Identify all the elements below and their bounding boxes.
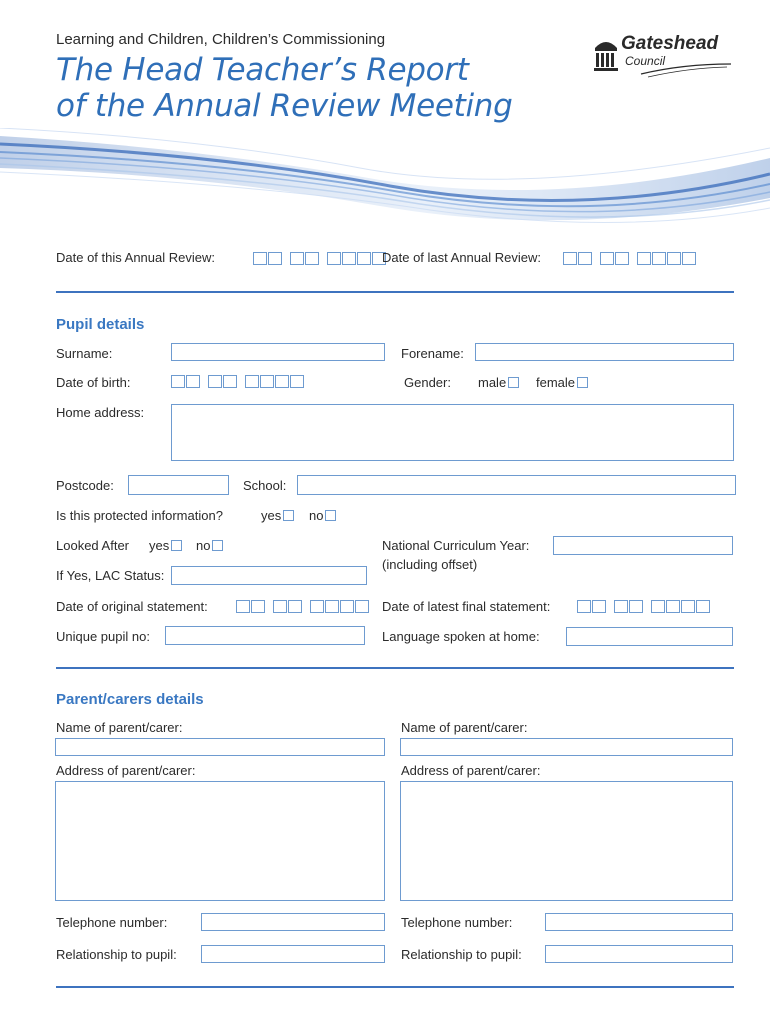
section-divider — [56, 291, 734, 293]
gender-female-checkbox[interactable] — [577, 377, 588, 388]
nc-year-input[interactable] — [553, 536, 733, 555]
upn-input[interactable] — [165, 626, 365, 645]
parent2-name-input[interactable] — [400, 738, 733, 756]
last-review-date-field[interactable] — [563, 252, 697, 265]
parent2-relationship-label: Relationship to pupil: — [401, 947, 522, 962]
pupil-section-title: Pupil details — [56, 316, 145, 333]
parent2-name-label: Name of parent/carer: — [401, 720, 528, 735]
looked-after-yes-option[interactable] — [149, 538, 182, 553]
logo-sub: Council — [625, 54, 666, 68]
latest-statement-date-field[interactable] — [577, 600, 711, 613]
protected-yes-option[interactable] — [261, 508, 294, 523]
looked-after-yes-label: yes — [149, 538, 170, 553]
gender-male-label: male — [478, 375, 507, 390]
parents-section-title: Parent/carers details — [56, 691, 204, 708]
looked-after-label: Looked After — [56, 538, 129, 553]
home-address-input[interactable] — [171, 404, 734, 461]
postcode-label: Postcode: — [56, 478, 114, 493]
parent1-relationship-input[interactable] — [201, 945, 385, 963]
looked-after-no-label: no — [196, 538, 211, 553]
language-input[interactable] — [566, 627, 733, 646]
looked-after-no-option[interactable] — [196, 538, 223, 553]
school-input[interactable] — [297, 475, 736, 495]
gender-female-option[interactable] — [536, 375, 588, 390]
school-label: School: — [243, 478, 287, 493]
parent1-address-label: Address of parent/carer: — [56, 763, 196, 778]
forename-label: Forename: — [401, 346, 464, 361]
decorative-wave-banner — [0, 128, 770, 240]
looked-after-yes-checkbox[interactable] — [171, 540, 182, 551]
gender-male-option[interactable] — [478, 375, 519, 390]
parent1-relationship-label: Relationship to pupil: — [56, 947, 177, 962]
original-statement-label: Date of original statement: — [56, 599, 208, 614]
protected-yes-checkbox[interactable] — [283, 510, 294, 521]
parent1-telephone-input[interactable] — [201, 913, 385, 931]
looked-after-no-checkbox[interactable] — [212, 540, 223, 551]
latest-statement-label: Date of latest final statement: — [382, 599, 551, 614]
this-review-date-field[interactable] — [253, 252, 387, 265]
language-label: Language spoken at home: — [382, 629, 540, 644]
page-title-line-2: of the Annual Review Meeting — [56, 88, 513, 124]
parent1-address-input[interactable] — [55, 781, 385, 901]
home-address-label: Home address: — [56, 405, 145, 420]
section-divider — [56, 667, 734, 669]
gender-male-checkbox[interactable] — [508, 377, 519, 388]
gender-label: Gender: — [404, 375, 451, 390]
department-text: Learning and Children, Children’s Commissioning — [56, 31, 386, 48]
parent2-relationship-input[interactable] — [545, 945, 733, 963]
parent2-address-input[interactable] — [400, 781, 733, 901]
parent2-address-label: Address of parent/carer: — [401, 763, 541, 778]
dob-label: Date of birth: — [56, 375, 131, 390]
parent1-telephone-label: Telephone number: — [56, 915, 168, 930]
protected-yes-label: yes — [261, 508, 282, 523]
forename-input[interactable] — [475, 343, 734, 361]
section-divider — [56, 986, 734, 988]
nc-year-sublabel: (including offset) — [382, 557, 478, 572]
gender-female-label: female — [536, 375, 576, 390]
parent2-telephone-label: Telephone number: — [401, 915, 513, 930]
protected-no-checkbox[interactable] — [325, 510, 336, 521]
protected-no-option[interactable] — [309, 508, 336, 523]
surname-label: Surname: — [56, 346, 113, 361]
dob-date-field[interactable] — [171, 375, 305, 388]
protected-no-label: no — [309, 508, 324, 523]
logo-name: Gateshead — [621, 33, 719, 54]
lac-status-label: If Yes, LAC Status: — [56, 568, 165, 583]
page-title-line-1: The Head Teacher’s Report — [56, 52, 469, 88]
upn-label: Unique pupil no: — [56, 629, 150, 644]
postcode-input[interactable] — [128, 475, 229, 495]
lac-status-input[interactable] — [171, 566, 367, 585]
parent2-telephone-input[interactable] — [545, 913, 733, 931]
gateshead-council-logo — [593, 34, 733, 80]
nc-year-label: National Curriculum Year: — [382, 538, 530, 553]
protected-info-label: Is this protected information? — [56, 508, 223, 523]
original-statement-date-field[interactable] — [236, 600, 370, 613]
last-review-label: Date of last Annual Review: — [382, 250, 541, 265]
parent1-name-label: Name of parent/carer: — [56, 720, 183, 735]
this-review-label: Date of this Annual Review: — [56, 250, 215, 265]
parent1-name-input[interactable] — [55, 738, 385, 756]
surname-input[interactable] — [171, 343, 385, 361]
